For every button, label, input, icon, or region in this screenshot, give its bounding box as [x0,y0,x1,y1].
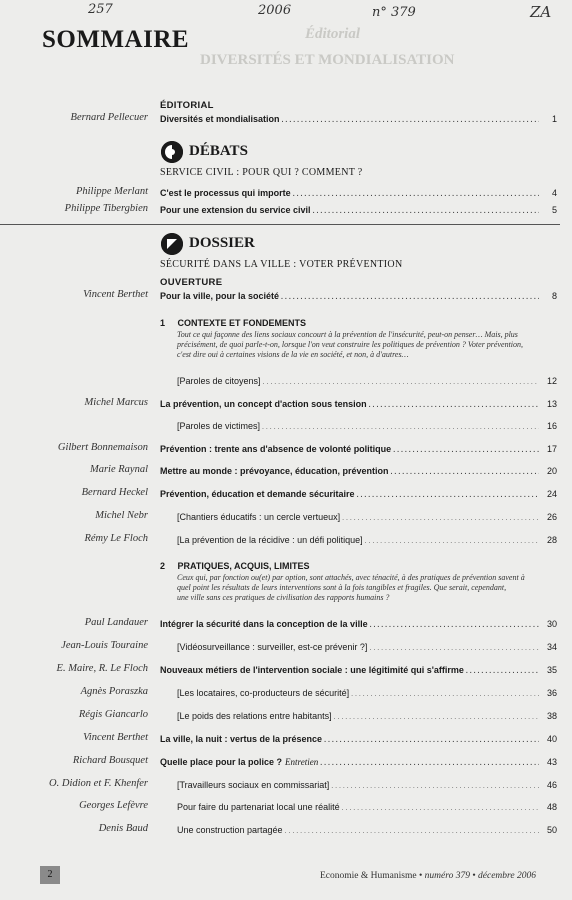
leader-dots [262,421,539,431]
entry-page: 8 [551,291,557,301]
entry-title: [Paroles de victimes] [177,421,261,431]
entry-author: Paul Landauer [84,617,148,628]
intro-line: quel point les résultats de leurs interventions sont à la fois tangibles et fragiles. Que serait, cependant, [177,583,507,592]
entry-author: Michel Nebr [95,510,148,521]
entry-author: Rémy Le Floch [84,533,148,544]
toc-entry[interactable] [160,688,557,702]
toc-entry[interactable] [160,619,557,633]
handwritten-note-right: n° 379 [372,5,416,20]
entry-author: Bernard Heckel [81,487,148,498]
entry-page: 1 [551,114,557,124]
toc-entry[interactable] [160,734,557,748]
entry-page: 46 [546,780,557,790]
entry-title: [Travailleurs sociaux en commissariat] [177,780,330,790]
entry-page: 28 [546,535,557,545]
leader-dots [263,376,539,386]
entry-author: Régis Giancarlo [78,709,148,720]
handwritten-note-left: 257 [88,2,113,17]
page-title: SOMMAIRE [42,26,190,53]
dossier-subtitle: SÉCURITÉ DANS LA VILLE : VOTER PRÉVENTION [160,259,403,270]
leader-dots [393,444,539,454]
leader-dots [331,780,539,790]
editorial-heading: ÉDITORIAL [160,100,214,111]
leader-dots [369,642,539,652]
leader-dots [293,188,539,198]
toc-entry[interactable] [160,489,557,503]
toc-entry[interactable] [160,376,557,390]
leader-dots [281,291,539,301]
leader-dots [282,114,539,124]
entry-page: 13 [546,399,557,409]
entry-title: [Vidéosurveillance : surveiller, est-ce prévenir ?] [177,642,368,652]
entry-title: Intégrer la sécurité dans la conception de la ville [160,619,368,629]
toc-entry[interactable] [160,757,557,771]
part2-heading: 2 PRATIQUES, ACQUIS, LIMITES [160,561,310,571]
leader-dots [313,205,539,215]
ouverture-heading: OUVERTURE [160,277,223,288]
entry-title: La prévention, un concept d'action sous tension [160,399,367,409]
intro-line: Tout ce qui façonne des liens sociaux concourt à la prévention de l'insécurité, peut-on penser… Mais, plus [177,330,518,339]
entry-page: 12 [546,376,557,386]
entry-page: 24 [546,489,557,499]
leader-dots [357,489,539,499]
intro-line: une ville sans ces pratiques de civilisation des rapports humains ? [177,593,390,602]
editorial-author: Bernard Pellecuer [70,112,148,123]
entry-title: [Le poids des relations entre habitants] [177,711,332,721]
issue-number: numéro 379 [424,871,470,881]
ouverture-author: Vincent Berthet [83,289,148,300]
entry-author: Michel Marcus [84,397,148,408]
issue-date: décembre 2006 [478,871,536,881]
leader-dots [365,535,539,545]
handwritten-note-center: 2006 [258,3,292,18]
toc-entry[interactable] [160,444,557,458]
intro-line: c'est dire oui à certaines visions de la vie en société, et non, à d'autres… [177,350,409,359]
entry-title: Pour faire du partenariat local une réalité [177,802,340,812]
entry-title: Nouveaux métiers de l'intervention sociale : une légitimité qui s'affirme [160,665,464,675]
handwritten-note-corner: ZA [530,3,552,21]
leader-dots [466,665,539,675]
section-divider [0,224,560,225]
entry-title: [Chantiers éducatifs : un cercle vertueux] [177,512,341,522]
toc-entry[interactable] [160,512,557,526]
entry-author: Gilbert Bonnemaison [57,442,148,453]
toc-entry[interactable] [160,466,557,480]
entry-title: Une construction partagée [177,825,283,835]
editorial-entry[interactable] [160,114,557,128]
toc-entry[interactable] [160,711,557,725]
entry-page: 16 [546,421,557,431]
leader-dots [285,825,539,835]
entry-title: Pour une extension du service civil [160,205,311,215]
debats-badge-icon [161,141,183,163]
entry-page: 30 [546,619,557,629]
entry-author: E. Maire, R. Le Floch [56,663,148,674]
leader-dots [370,619,539,629]
debats-entry-2[interactable] [160,205,557,219]
entry-author: Georges Lefèvre [79,800,148,811]
entry-title: [Paroles de citoyens] [177,376,261,386]
entry-page: 26 [546,512,557,522]
part2-intro [177,573,562,603]
entry-page: 40 [546,734,557,744]
toc-entry[interactable] [160,399,557,413]
part1-heading: 1 CONTEXTE ET FONDEMENTS [160,318,307,328]
leader-dots [391,466,539,476]
entry-title: C'est le processus qui importe [160,188,291,198]
entry-title: Mettre au monde : prévoyance, éducation, prévention [160,466,389,476]
entry-author: Agnès Poraszka [80,686,148,697]
entry-author: Marie Raynal [89,464,148,475]
page-number: 2 [40,866,60,884]
toc-entry[interactable] [160,535,557,549]
toc-entry[interactable] [160,780,557,794]
separator: • [418,871,423,881]
entry-author: Vincent Berthet [83,732,148,743]
entry-page: 34 [546,642,557,652]
leader-dots [334,711,539,721]
entry-title: Pour la ville, pour la société [160,291,280,301]
intro-line: Ceux qui, par fonction ou(et) par option, sont attachés, avec ténacité, à des pratiques de prévention savent à [177,573,525,582]
debats-entry-1[interactable] [160,188,557,202]
toc-entry[interactable] [160,825,557,839]
entry-page: 48 [546,802,557,812]
dossier-badge-icon [161,233,183,255]
entry-title: Quelle place pour la police ? [160,757,283,767]
bleed-through-text-2: DIVERSITÉS ET MONDIALISATION [200,52,455,68]
debats-subtitle: SERVICE CIVIL : POUR QUI ? COMMENT ? [160,167,363,178]
entry-author: Richard Bousquet [72,755,148,766]
entry-title: Prévention, éducation et demande sécuritaire [160,489,355,499]
entry-page: 35 [546,665,557,675]
ouverture-entry[interactable] [160,291,557,305]
entry-title: [La prévention de la récidive : un défi politique] [177,535,363,545]
leader-dots [351,688,539,698]
debats-heading: DÉBATS [189,143,248,159]
leader-dots [320,757,539,767]
entry-page: 43 [546,757,557,767]
entry-title: Prévention : trente ans d'absence de volonté politique [160,444,392,454]
entry-page: 38 [546,711,557,721]
entry-title-suffix: Entretien [285,757,319,767]
entry-author: O. Didion et F. Khenfer [49,778,148,789]
debats-author-1: Philippe Merlant [75,186,148,197]
entry-title: Diversités et mondialisation [160,114,280,124]
debats-author-2: Philippe Tibergbien [64,203,148,214]
toc-entry[interactable] [160,802,557,816]
leader-dots [369,399,539,409]
entry-author: Denis Baud [98,823,148,834]
entry-page: 50 [546,825,557,835]
entry-page: 5 [551,205,557,215]
entry-page: 36 [546,688,557,698]
entry-page: 4 [551,188,557,198]
toc-entry[interactable] [160,665,557,679]
dossier-heading: DOSSIER [189,235,255,251]
intro-line: précisément, de quoi parle-t-on, lorsque l'on veut construire les politiques de prévention ? Voter prévention, [177,340,524,349]
leader-dots [342,512,539,522]
entry-page: 17 [546,444,557,454]
entry-author: Jean-Louis Touraine [61,640,148,651]
toc-entry[interactable] [160,421,557,435]
leader-dots [342,802,539,812]
separator: • [472,871,476,881]
leader-dots [324,734,539,744]
footer-journal [320,871,536,881]
part1-intro [177,330,562,360]
toc-entry[interactable] [160,642,557,656]
entry-title: La ville, la nuit : vertus de la présence [160,734,323,744]
journal-name: Economie & Humanisme [320,871,417,881]
bleed-through-text-1: Éditorial [305,26,361,42]
entry-title: [Les locataires, co-producteurs de sécurité] [177,688,350,698]
entry-page: 20 [546,466,557,476]
